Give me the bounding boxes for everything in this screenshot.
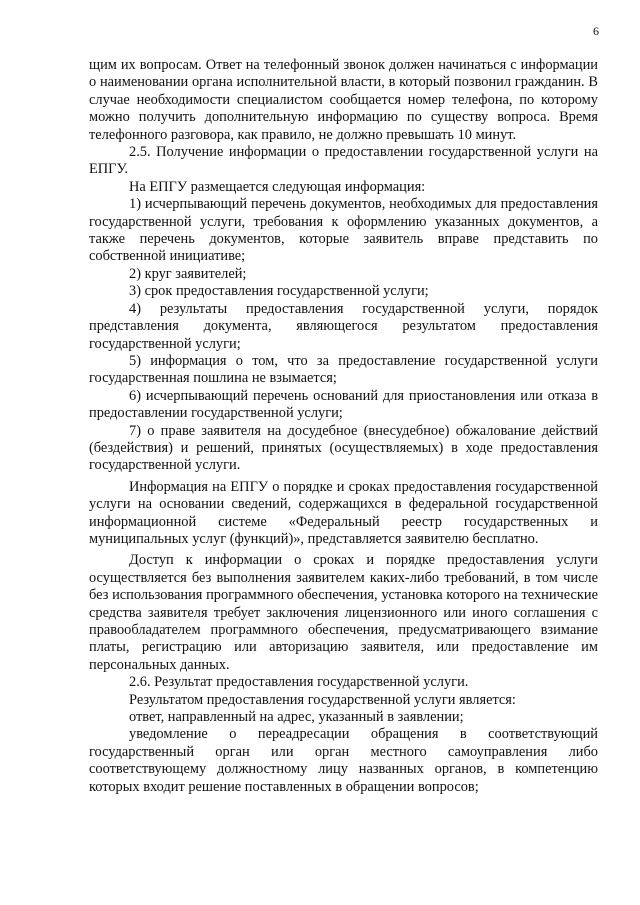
paragraph-access-conditions: Доступ к информации о сроках и порядке предоставления услуги осуществляется без выполнения заявителем каких-либо требований, в том числе без использования программного обеспечения, установка которого на технические средства заявителя требует заключения лицензионного или иного соглашения с правообладателем программного обеспечения, предусматривающего взимание платы, регистрацию или авторизацию заявителя, или предоставление им персональных данных. xyxy=(89,552,598,673)
paragraph-phone-call-continuation: щим их вопросам. Ответ на телефонный звонок должен начинаться с информации о наименовании органа исполнительной власти, в который позвонил гражданин. В случае необходимости специалистом сообщается номер телефона, по которому можно получить дополнительную информацию по существу вопроса. Время телефонного разговора, как правило, не должно превышать 10 минут. xyxy=(89,57,598,143)
list-item-5-fee: 5) информация о том, что за предоставление государственной услуги государственная пошлина не взымается; xyxy=(89,352,598,387)
list-item-6-grounds: 6) исчерпывающий перечень оснований для приостановления или отказа в предоставлении государственной услуги; xyxy=(89,387,598,422)
paragraph-epgu-free-info: Информация на ЕПГУ о порядке и сроках предоставления государственной услуги на основании сведений, содержащихся в федеральной государственной информационной системе «Федеральный реестр государственных и муниципальных услуг (функций)», представляется заявителю бесплатно. xyxy=(89,478,598,547)
list-item-7-appeal: 7) о праве заявителя на досудебное (внесудебное) обжалование действий (бездействия) и решений, принятых (осуществляемых) в ходе предоставления государственной услуги. xyxy=(89,422,598,474)
section-heading-2-6: 2.6. Результат предоставления государственной услуги. xyxy=(129,674,469,691)
list-item-4-results: 4) результаты предоставления государственной услуги, порядок представления документа, являющегося результатом предоставления государственной услуги; xyxy=(89,300,598,352)
list-item-2-applicants: 2) круг заявителей; xyxy=(129,265,247,282)
paragraph-result-intro: Результатом предоставления государственной услуги является: xyxy=(129,691,516,708)
list-item-1-documents: 1) исчерпывающий перечень документов, необходимых для предоставления государственной услуги, требования к оформлению указанных документов, а также перечень документов, которые заявитель вправе представить по собственной инициативе; xyxy=(89,196,598,265)
result-item-answer: ответ, направленный на адрес, указанный в заявлении; xyxy=(129,709,464,726)
result-item-redirect: уведомление о переадресации обращения в соответствующий государственный орган или орган местного самоуправления либо соответствующему должностному лицу названных органов, в компетенцию которых входит решение поставленных в обращении вопросов; xyxy=(89,726,598,795)
list-item-3-term: 3) срок предоставления государственной услуги; xyxy=(129,283,429,300)
page-number: 6 xyxy=(593,24,599,38)
paragraph-epgu-info-intro: На ЕПГУ размещается следующая информация: xyxy=(129,178,426,195)
document-body xyxy=(89,57,598,796)
section-heading-2-5: 2.5. Получение информации о предоставлении государственной услуги на ЕПГУ. xyxy=(89,144,598,178)
